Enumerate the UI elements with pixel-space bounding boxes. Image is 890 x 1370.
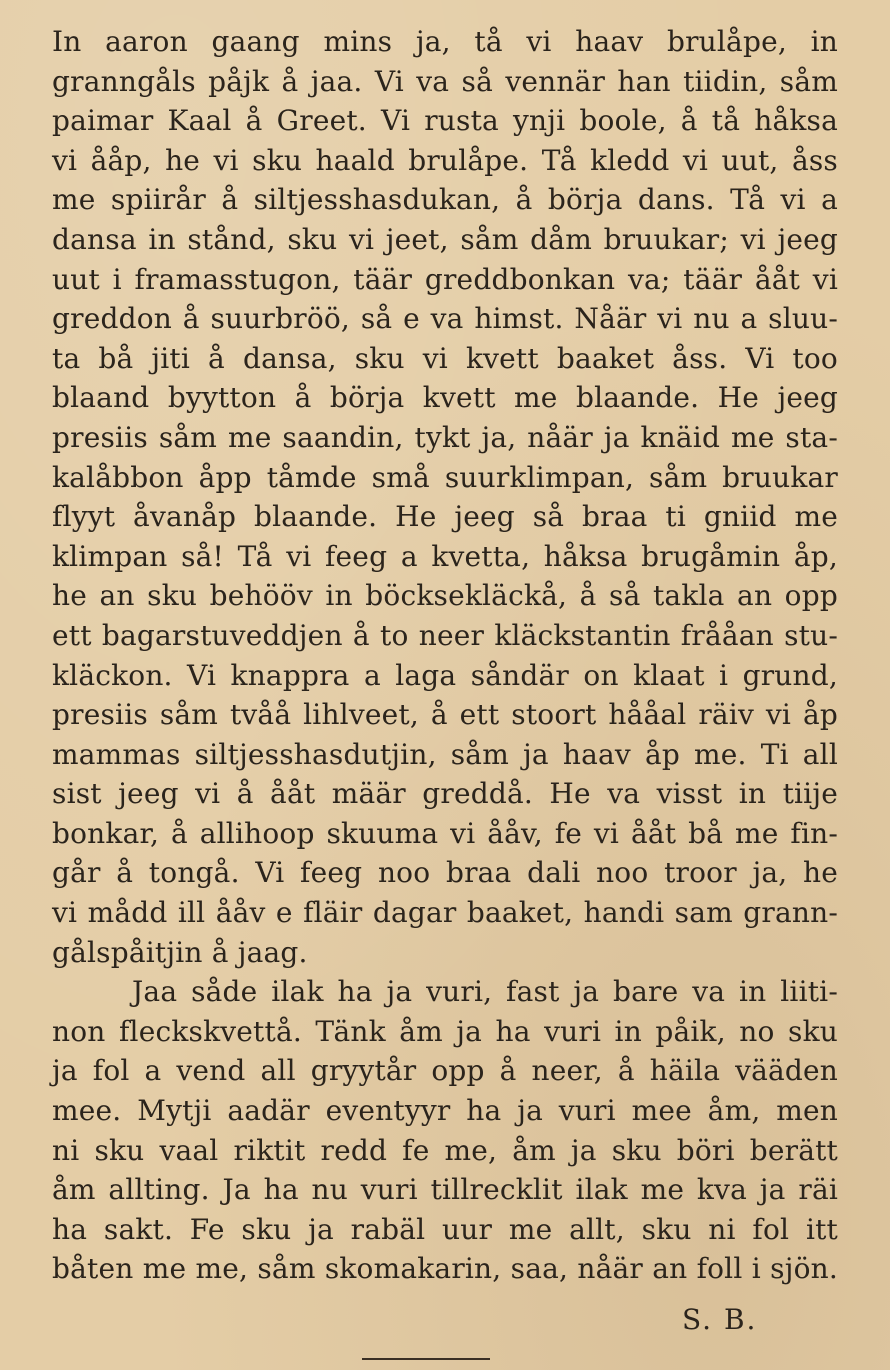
text-line: gålspåitjin å jaag. [52,935,308,969]
text-line: ta bå jiti å dansa, sku vi kvett baaket åss. Vi too [52,341,838,375]
text-line: me spiirår å siltjesshasdukan, å börja dans. Tå vi a [52,183,838,217]
text-line: går å tongå. Vi feeg noo braa dali noo troor ja, he [52,856,838,890]
text-line: presiis såm tvåå lihlveet, å ett stoort hååal räiv vi åp [52,698,838,732]
text-line: mammas siltjesshasdutjin, såm ja haav åp me. Ti all [52,737,838,771]
text-line: blaand byytton å börja kvett me blaande. He jeeg [52,381,838,415]
text-line: In aaron gaang mins ja, tå vi haav brulåpe, in [52,25,838,58]
text-line: sist jeeg vi å ååt määr greddå. He va visst in tiije [52,777,838,811]
text-line: granngåls påjk å jaa. Vi va så vennär han tiidin, såm [52,64,838,98]
text-line: Jaa såde ilak ha ja vuri, fast ja bare va in liiti- [132,975,838,1009]
text-line: båten me me, såm skomakarin, saa, nåär an foll i sjön. [52,1252,838,1286]
text-line: presiis såm me saandin, tykt ja, nåär ja knäid me sta- [52,420,838,454]
text-line: åm allting. Ja ha nu vuri tillrecklit ilak me kva ja räi [52,1173,838,1207]
text-line: ha sakt. Fe sku ja rabäl uur me allt, sku ni fol itt [52,1212,838,1246]
article-text [52,22,838,1289]
text-line: non fleckskvettå. Tänk åm ja ha vuri in påik, no sku [52,1014,838,1048]
text-line: ett bagarstuveddjen å to neer kläckstantin frååan stu- [52,618,838,652]
author-signature: S. B. [682,1303,758,1336]
text-line: flyyt åvanåp blaande. He jeeg så braa ti gniid me [52,500,838,534]
text-line: mee. Mytji aadär eventyyr ha ja vuri mee åm, men [52,1094,838,1128]
section-divider [362,1358,490,1360]
text-line: klimpan så! Tå vi feeg a kvetta, håksa brugåmin åp, [52,539,838,573]
text-line: he an sku behööv in böcksekläckå, å så takla an opp [52,579,838,613]
text-line: kläckon. Vi knappra a laga såndär on klaat i grund, [52,658,838,692]
text-line: bonkar, å allihoop skuuma vi ååv, fe vi ååt bå me fin- [52,816,838,850]
text-line: ni sku vaal riktit redd fe me, åm ja sku böri berätt [52,1133,838,1167]
text-line: greddon å suurbröö, så e va himst. Nåär vi nu a sluu- [52,302,838,336]
text-line: vi ååp, he vi sku haald brulåpe. Tå kledd vi uut, åss [52,143,838,177]
text-line: vi mådd ill ååv e fläir dagar baaket, handi sam grann- [52,896,838,930]
text-line: uut i framasstugon, täär greddbonkan va; täär ååt vi [52,262,838,296]
text-line: ja fol a vend all gryytår opp å neer, å häila vääden [52,1054,838,1088]
text-line: kalåbbon åpp tåmde små suurklimpan, såm bruukar [52,460,838,494]
text-line: dansa in stånd, sku vi jeet, såm dåm bruukar; vi jeeg [52,222,838,256]
text-line: paimar Kaal å Greet. Vi rusta ynji boole, å tå håksa [52,104,838,138]
